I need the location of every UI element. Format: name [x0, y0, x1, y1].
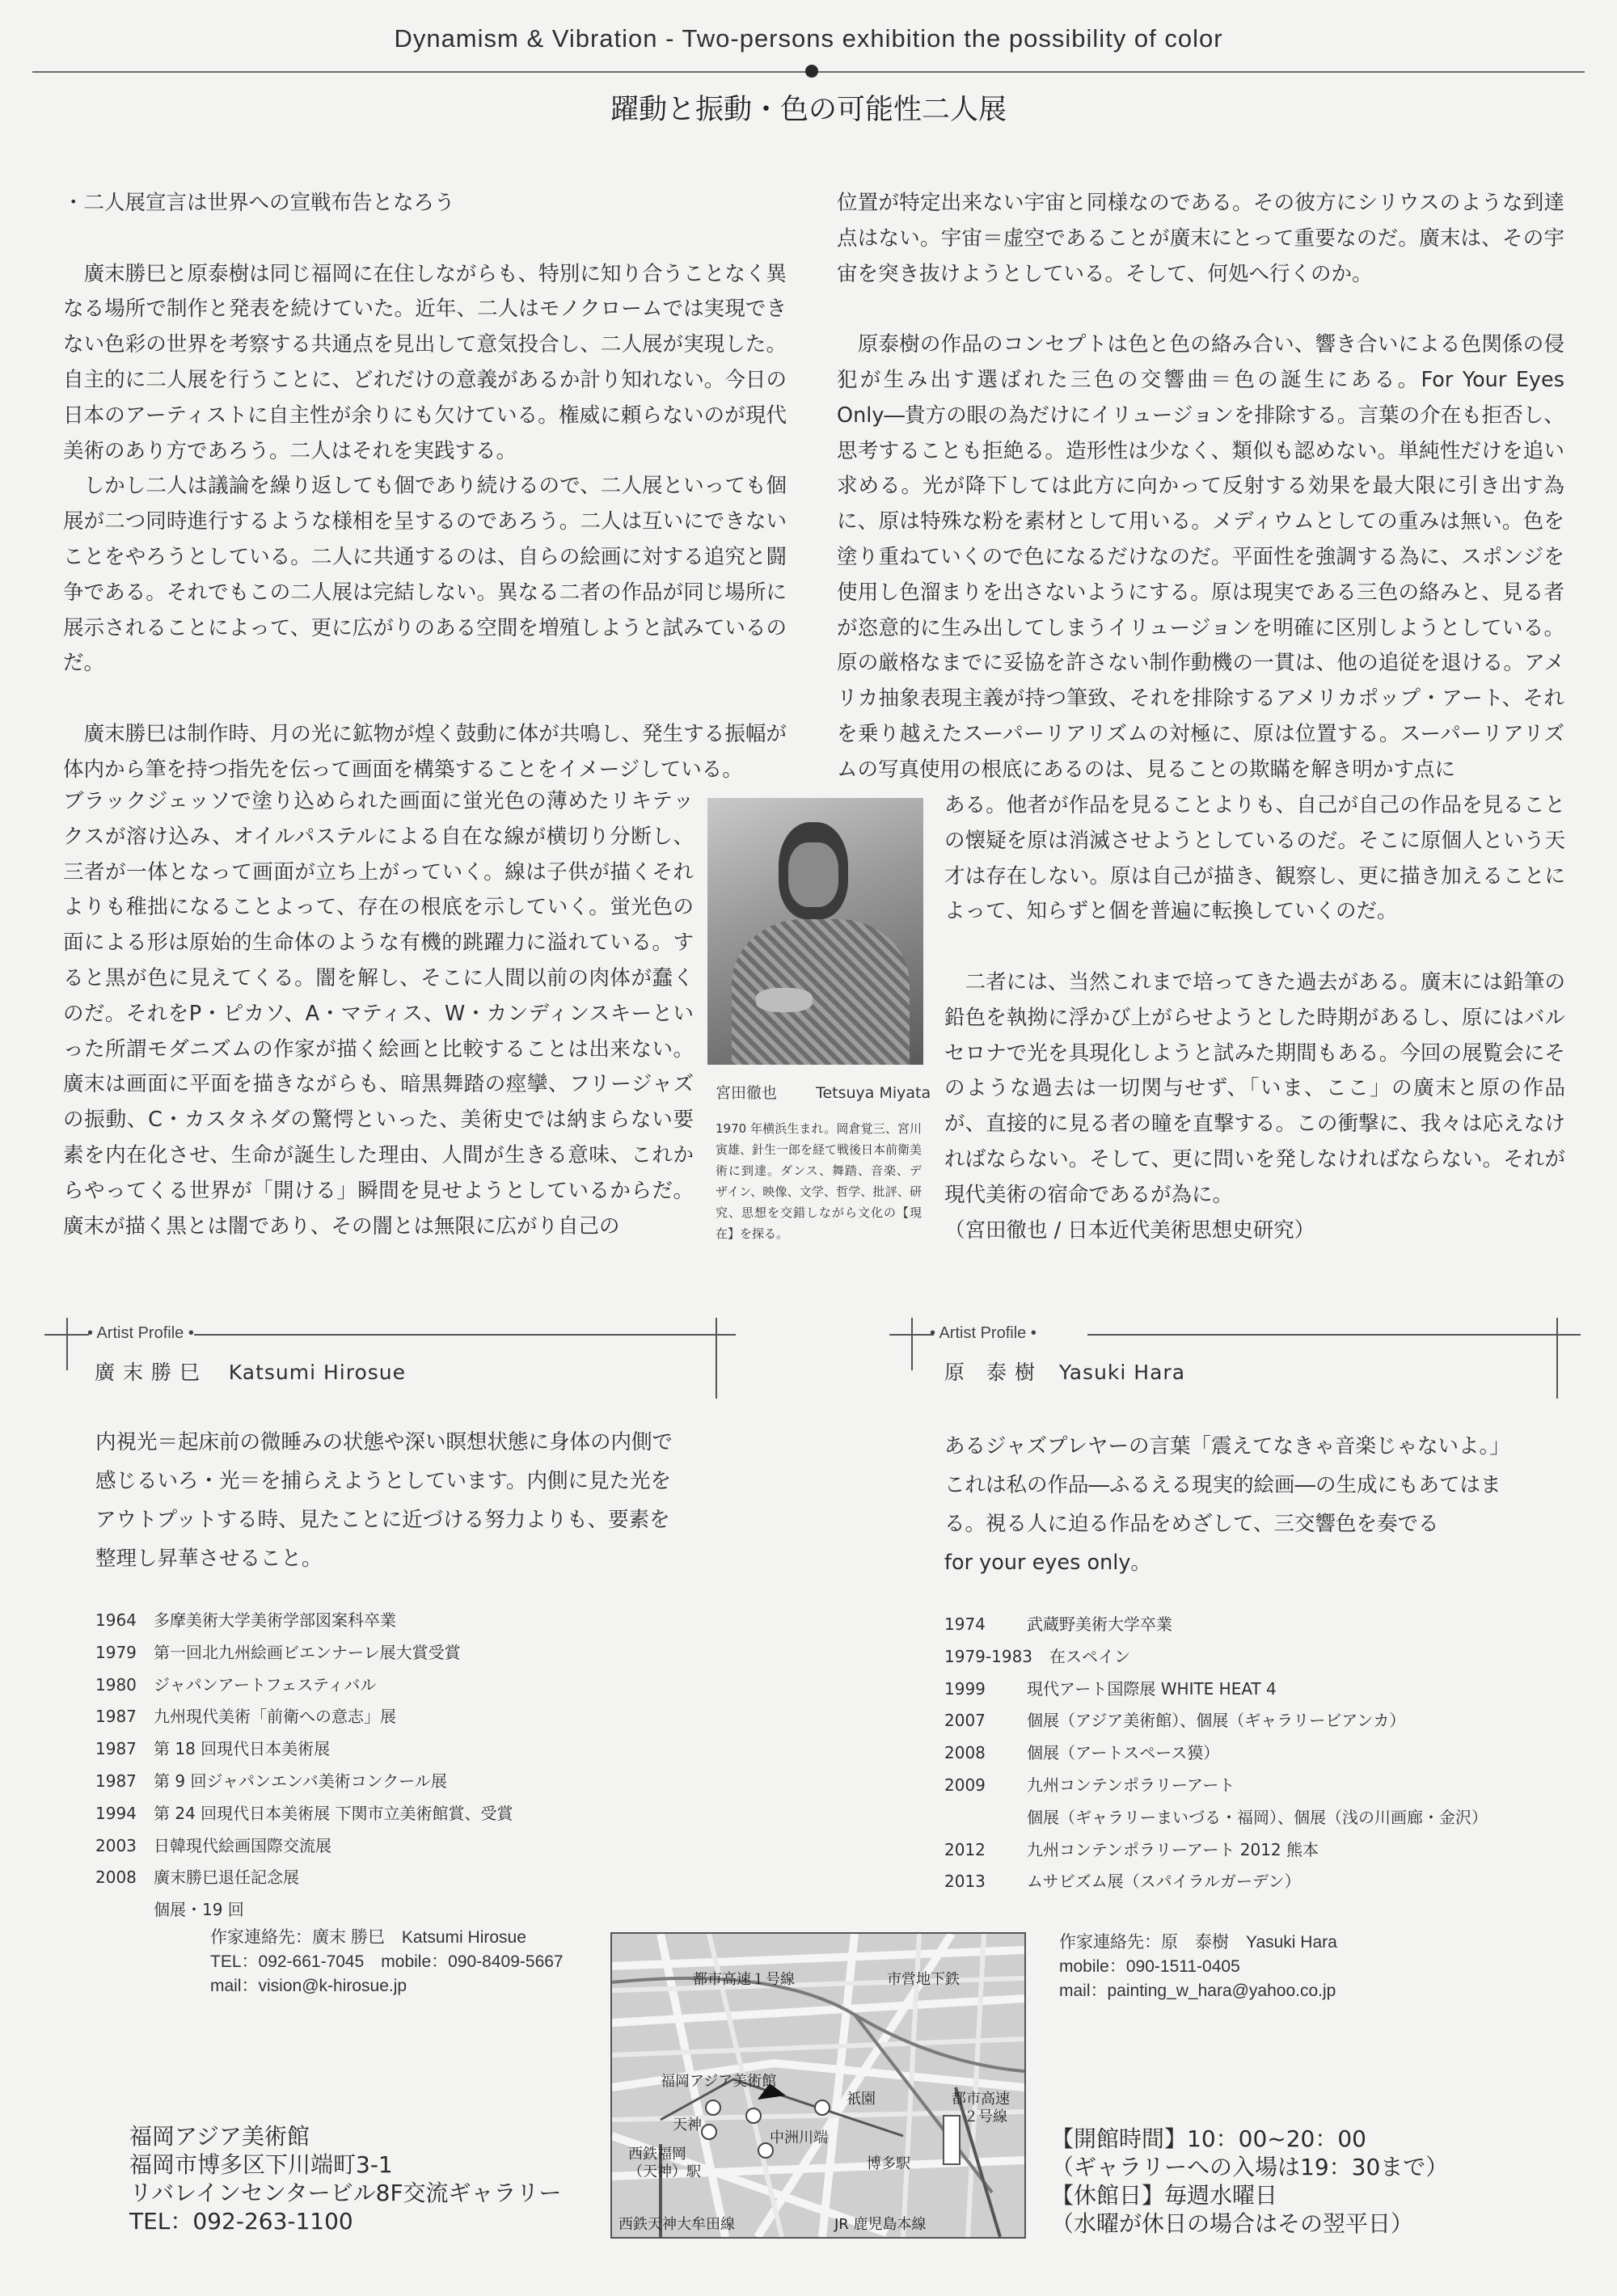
- essay-left-column: [63, 186, 787, 788]
- artist2-name-en: Yasuki Hara: [1058, 1361, 1186, 1384]
- artist1-history: [95, 1605, 661, 1927]
- author-photo: [707, 798, 923, 1065]
- history-row: 個展（ギャラリーまいづる・福岡）、個展（浅の川画廊・金沢）: [1027, 1807, 1488, 1827]
- exhibition-title-en: Dynamism & Vibration - Two-persons exhibition the possibility of color: [394, 24, 1223, 53]
- map-label-expressway2a: 都市高速: [952, 2091, 1010, 2108]
- history-row: 2013 ムサビズム展（スパイラルガーデン）: [944, 1872, 1301, 1892]
- map-label-museum: 福岡アジア美術館: [661, 2073, 777, 2090]
- history-row: 1964 多摩美術大学美術学部図案科卒業: [95, 1610, 396, 1630]
- artist2-profile-label: • Artist Profile •: [930, 1324, 1036, 1342]
- map-label-kagoshima-line: JR 鹿児島本線: [834, 2216, 927, 2233]
- history-row: 2012 九州コンテンポラリーアート 2012 熊本: [944, 1839, 1319, 1859]
- profile-rule: [194, 1334, 736, 1336]
- essay-right-column: [837, 186, 1564, 788]
- history-row: 2007 個展（アジア美術館）、個展（ギャラリービアンカ）: [944, 1711, 1406, 1731]
- essay-paragraph: 廣末勝巳は制作時、月の光に鉱物が煌く鼓動に体が共鳴し、発生する振幅が体内から筆を持つ指先を伝って画面を構築することをイメージしている。: [63, 721, 787, 782]
- essay-paragraph: しかし二人は議論を繰り返しても個であり続けるので、二人展といっても個展が二つ同時進行するような様相を呈するのであろう。二人は互いにできないことをやろうとしている。二人に共通するのは、自らの絵画に対する追究と闘争である。それでもこの二人展は完結しない。異なる二者の作品が同じ場所に展示されることによって、更に広がりのある空間を増殖しようと試みているのだ。: [63, 474, 787, 676]
- venue-tel: TEL：092-263-1100: [129, 2208, 353, 2235]
- hours-open: 【開館時間】10：00~20：00: [1051, 2125, 1366, 2152]
- history-row: 1987 第 9 回ジャパンエンバ美術コンクール展: [95, 1771, 447, 1791]
- photo-caption-bio: 1970 年横浜生まれ。岡倉覚三、宮川寅雄、針生一郎を経て戦後日本前衛美術に到達。ダンス、舞踏、音楽、デザイン、映像、文学、哲学、批評、研究、思想を交錯しながら文化の【現在】を探る。: [716, 1121, 922, 1241]
- history-row: 2009 九州コンテンポラリーアート: [944, 1775, 1235, 1795]
- history-row: 個展・19 回: [154, 1900, 244, 1920]
- map-label-nakasu: 中洲川端: [770, 2129, 828, 2146]
- map-label-omuta-line: 西鉄天神大牟田線: [619, 2216, 735, 2233]
- map-label-gion: 祇園: [846, 2091, 876, 2108]
- essay-paragraph: 原泰樹の作品のコンセプトは色と色の絡み合い、響き合いによる色関係の侵犯が生み出す選ばれた三色の交響曲＝色の誕生にある。For Your Eyes Only―貴方の眼の為だけにイリュージョンを排除する。言葉の介在も拒否し、思考することも拒絶る。造形性は少なく、類似も認めない。単純性だけを追い求める。光が降下しては此方に向かって反射する効果を最大限に引き出す為に、原は特殊な粉を素材として用いる。メディウムとしての重みは無い。色を塗り重ねていくので色になるだけなのだ。平面性を強調する為に、スポンジを使用し色溜まりを出さないようにする。原は現実である三色の絡みと、見る者が恣意的に生み出してしまうイリュージョンを明確に区別しようとしている。原の厳格なまでに妥協を許さない制作動機の一貫は、他の追従を退ける。アメリカ抽象表現主義が持つ筆致、それを排除するアメリカポップ・アート、それを乗り越えたスーパーリアリズムの対極に、原は位置する。スーパーリアリズムの写真使用の根底にあるのは、見ることの欺瞞を解き明かす点に: [837, 332, 1564, 782]
- history-row: 1987 第 18 回現代日本美術展: [95, 1739, 331, 1759]
- history-row: 1994 第 24 回現代日本美術展 下関市立美術館賞、受賞: [95, 1803, 513, 1823]
- map-label-nishitetsu: 西鉄福岡: [628, 2146, 686, 2163]
- opening-hours: [1051, 2125, 1488, 2238]
- caption-name-en: Tetsuya Miyata: [816, 1084, 931, 1102]
- map-label-nishitetsu-station: （天神）駅: [628, 2163, 701, 2180]
- essay-paragraph: 廣末勝巳と原泰樹は同じ福岡に在住しながらも、特別に知り合うことなく異なる場所で制作と発表を続けていた。近年、二人はモノクロームでは実現できない色彩の世界を考察する共通点を見出して意気投合し、二人展が実現した。自主的に二人展を行うことに、どれだけの意義があるか計り知れない。今日の日本のアーティストに自主性が余りにも欠けている。権威に頼らないのが現代美術のあり方であろう。二人はそれを実践する。: [63, 261, 787, 463]
- essay-wrap-column: [63, 784, 694, 1244]
- exhibition-title-ja: 躍動と振動・色の可能性二人展: [610, 94, 1007, 126]
- map-label-expressway1: 都市高速１号線: [693, 1971, 795, 1988]
- access-map: [610, 1932, 1026, 2239]
- artist1-profile-label: • Artist Profile •: [87, 1324, 194, 1342]
- venue-address: 福岡市博多区下川端町3-1: [129, 2151, 393, 2178]
- artist2-email-link[interactable]: mail：painting_w_hara@yahoo.co.jp: [1059, 1982, 1336, 2000]
- artist2-statement: あるジャズプレヤーの言葉「震えてなきゃ音楽じゃないよ。」 これは私の作品―ふるえる現実的絵画―の生成にもあてはまる。視る人に迫る作品をめざして、三交響色を奏でる for your eyes only。: [944, 1434, 1510, 1575]
- header-dot: [805, 65, 818, 78]
- photo-caption-name: [716, 1081, 934, 1103]
- artist2-contact: 作家連絡先：原 泰樹 Yasuki Hara mobile：090-1511-0405 mail：painting_w_hara@yahoo.co.jp: [1059, 1931, 1480, 2003]
- essay-paragraph: ・二人展宣言は世界への宣戦布告となろう: [63, 191, 455, 215]
- artist1-statement: 内視光＝起床前の微睡みの状態や深い瞑想状態に身体の内側で感じるいろ・光＝を捕らえようとしています。内側に見た光をアウトプットする時、見たことに近づける努力よりも、要素を整理し昇華させること。: [95, 1430, 673, 1571]
- artist1-contact: 作家連絡先：廣末 勝巳 Katsumi Hirosue TEL：092-661-7045 mobile：090-8409-5667 mail：vision@k-hirosue.jp: [210, 1926, 598, 1998]
- map-label-subway: 市営地下鉄: [887, 1971, 960, 1988]
- profile-rule: [66, 1318, 68, 1370]
- profile-rule: [1087, 1334, 1581, 1336]
- hours-entry: （ギャラリーへの入場は19：30まで）: [1051, 2154, 1449, 2180]
- essay-right-column-lower: [944, 788, 1565, 1248]
- history-row: 1974 武蔵野美術大学卒業: [944, 1614, 1172, 1634]
- artist1-email-link[interactable]: mail：vision@k-hirosue.jp: [210, 1977, 407, 1995]
- artist2-name-ja: 原 泰 樹: [944, 1361, 1036, 1384]
- history-row: 1979 第一回北九州絵画ビエンナーレ展大賞受賞: [95, 1642, 461, 1662]
- caption-name-ja: 宮田徹也: [716, 1084, 778, 1102]
- venue-info: [129, 2122, 614, 2235]
- essay-paragraph: ある。他者が作品を見ることよりも、自己が自己の作品を見ることの懐疑を原は消滅させようとしているのだ。そこに原個人という天才は存在しない。原は自己が描き、観察し、更に描き加えることによって、知らずと個を普遍に転換していくのだ。: [944, 793, 1565, 924]
- artist2-history: [944, 1609, 1575, 1898]
- history-row: 1999 現代アート国際展 WHITE HEAT 4: [944, 1678, 1277, 1699]
- essay-paragraph: 位置が特定出来ない宇宙と同様なのである。その彼方にシリウスのような到達点はない。宇宙＝虚空であることが廣末にとって重要なのだ。廣末は、その宇宙を突き抜けようとしている。そして、何処へ行くのか。: [837, 191, 1564, 286]
- map-label-expressway2b: ２号線: [964, 2108, 1007, 2125]
- map-label-hakata: 博多駅: [867, 2155, 910, 2172]
- profile-rule: [1556, 1318, 1558, 1399]
- artist2-name: [944, 1357, 1185, 1386]
- history-row: 1980 ジャパンアートフェスティバル: [95, 1674, 377, 1695]
- history-row: 2003 日韓現代絵画国際交流展: [95, 1835, 331, 1855]
- profile-rule: [716, 1318, 717, 1399]
- venue-name: 福岡アジア美術館: [129, 2123, 310, 2150]
- history-row: 2008 廣末勝巳退任記念展: [95, 1868, 299, 1888]
- artist1-name-ja: 廣 末 勝 巳: [95, 1361, 201, 1384]
- profile-rule: [911, 1318, 913, 1370]
- venue-address-building: リバレインセンタービル8F交流ギャラリー: [129, 2180, 562, 2206]
- essay-paragraph: ブラックジェッソで塗り込められた画面に蛍光色の薄めたリキテックスが溶け込み、オイルパステルによる自在な線が横切り分断し、三者が一体となって画面が立ち上がっていく。線は子供が描くそれよりも稚拙になることよって、存在の根底を示していく。蛍光色の面による形は原始的生命体のような有機的跳躍力に溢れている。すると黒が色に見えてくる。闇を解し、そこに人間以前の肉体が蠢くのだ。それをP・ピカソ、A・マティス、W・カンディンスキーといった所謂モダニズムの作家が描く絵画と比較することは出来ない。廣末は画面に平面を描きながらも、暗黒舞踏の痙攣、フリージャズの振動、C・カスタネダの驚愕といった、美術史では納まらない要素を内在化させ、生命が誕生した理由、人間が生きる意味、これからやってくる世界が「開ける」瞬間を見せようとしているからだ。廣末が描く黒とは闇であり、その闇とは無限に広がり自己の: [63, 789, 694, 1239]
- artist1-name-en: Katsumi Hirosue: [228, 1361, 407, 1384]
- map-label-tenjin: 天神: [673, 2117, 702, 2134]
- essay-paragraph: 二者には、当然これまで培ってきた過去がある。廣末には鉛筆の鉛色を執拗に浮かび上がらせようとした時期があるし、原にはバルセロナで光を具現化しようと試みた期間もある。今回の展覧会にそのような過去は一切関与せず、「いま、ここ」の廣末と原の作品が、直接的に見る者の瞳を直撃する。この衝撃に、我々は応えなければならない。そして、更に問いを発しなければならない。それが現代美術の宿命であるが為に。: [944, 969, 1565, 1207]
- history-row: 2008 個展（アートスペース獏）: [944, 1743, 1220, 1763]
- hours-closed-note: （水曜が休日の場合はその翌平日）: [1051, 2210, 1414, 2237]
- history-row: 1979-1983 在スペイン: [944, 1646, 1130, 1666]
- history-row: 1987 九州現代美術「前衛への意志」展: [95, 1707, 396, 1727]
- hours-closed: 【休館日】毎週水曜日: [1051, 2182, 1278, 2209]
- artist1-name: [95, 1357, 406, 1386]
- essay-signature: （宮田徹也 / 日本近代美術思想史研究）: [944, 1218, 1315, 1243]
